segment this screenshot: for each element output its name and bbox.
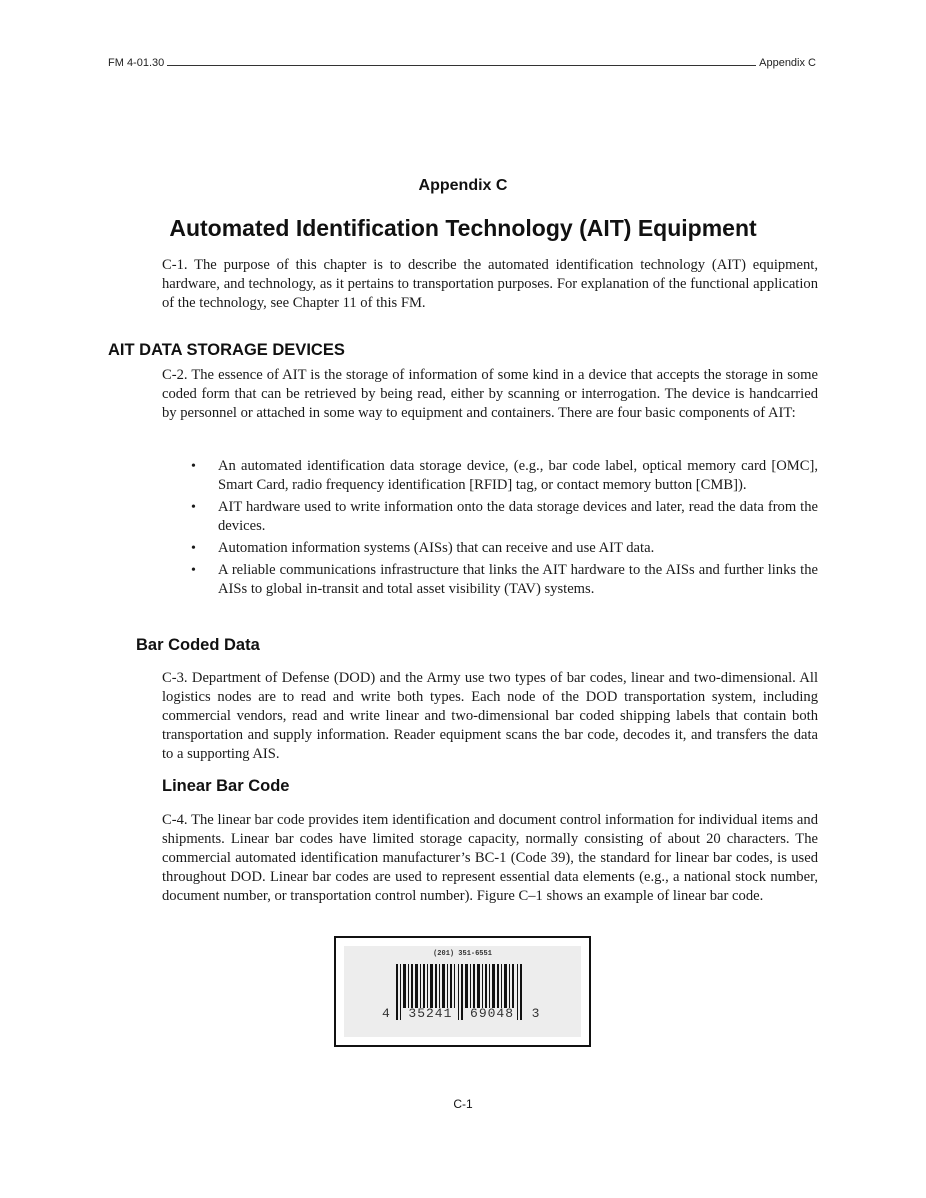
list-item	[188, 498, 818, 536]
barcode-image	[344, 946, 581, 1037]
barcode-top-label: (201) 351-6551	[433, 950, 492, 958]
section-heading-linear-bar-code: Linear Bar Code	[162, 777, 290, 795]
bullet-icon: •	[191, 541, 196, 556]
list-item-text: AIT hardware used to write information onto the data storage devices and later, read the data from the devices.	[218, 499, 818, 534]
bullet-icon: •	[191, 563, 196, 578]
list-item	[188, 457, 818, 495]
page-number: C-1	[453, 1097, 473, 1111]
running-header	[108, 53, 816, 69]
paragraph-c3: C-3. Department of Defense (DOD) and the Army use two types of bar codes, linear and two-dimensional. All logistics nodes are to read and write both types. Each node of the DOD transportation system, including commercial vendors, read and write linear and two-dimensional bar coded shipping labels that contain both transportation and supply information. Reader equipment scans the bar code, decodes it, and transfers the data to a supporting AIS.	[162, 670, 818, 762]
components-list	[188, 457, 818, 602]
list-item-text: A reliable communications infrastructure that links the AIT hardware to the AISs and further links the AISs to global in-transit and total asset visibility (TAV) systems.	[218, 562, 818, 597]
header-left: FM 4-01.30	[108, 57, 165, 69]
section-heading-bar-coded-data: Bar Coded Data	[136, 636, 260, 654]
appendix-label: Appendix C	[418, 177, 508, 194]
figure-linear-bar-code	[334, 936, 591, 1047]
barcode-digits: 4 35241 69048 3	[382, 1006, 541, 1021]
paragraph-c2: C-2. The essence of AIT is the storage of information of some kind in a device that accepts the storage in some coded form that can be retrieved by being read, either by scanning or interrogation. The device is handcarried by personnel or attached in some way to equipment and containers. There are four basic components of AIT:	[162, 367, 818, 421]
list-item	[188, 539, 818, 558]
paragraph-c4: C-4. The linear bar code provides item identification and document control information for individual items and shipments. Linear bar codes have limited storage capacity, normally consisting of about 20 characters. The commercial automated identification manufacturer’s BC-1 (Code 39), the standard for linear bar codes, is used throughout DOD. Linear bar codes are used to represent essential data elements (e.g., a national stock number, document number, or transportation control number). Figure C–1 shows an example of linear bar code.	[162, 812, 818, 904]
paragraph-c1: C-1. The purpose of this chapter is to describe the automated identification technology (AIT) equipment, hardware, and technology, as it pertains to transportation purposes. For explanation of the functional application of the technology, see Chapter 11 of this FM.	[162, 257, 818, 311]
bullet-icon: •	[191, 459, 196, 474]
bullet-icon: •	[191, 500, 196, 515]
section-heading-ait-data-storage: AIT DATA STORAGE DEVICES	[108, 341, 345, 359]
header-rule	[167, 64, 756, 66]
header-right: Appendix C	[759, 57, 816, 69]
list-item-text: Automation information systems (AISs) that can receive and use AIT data.	[218, 540, 655, 556]
page-title: Automated Identification Technology (AIT) Equipment	[169, 215, 757, 241]
list-item	[188, 561, 818, 599]
list-item-text: An automated identification data storage device, (e.g., bar code label, optical memory card [OMC], Smart Card, radio frequency identification [RFID] tag, or contact memory button [CMB]).	[218, 458, 818, 493]
